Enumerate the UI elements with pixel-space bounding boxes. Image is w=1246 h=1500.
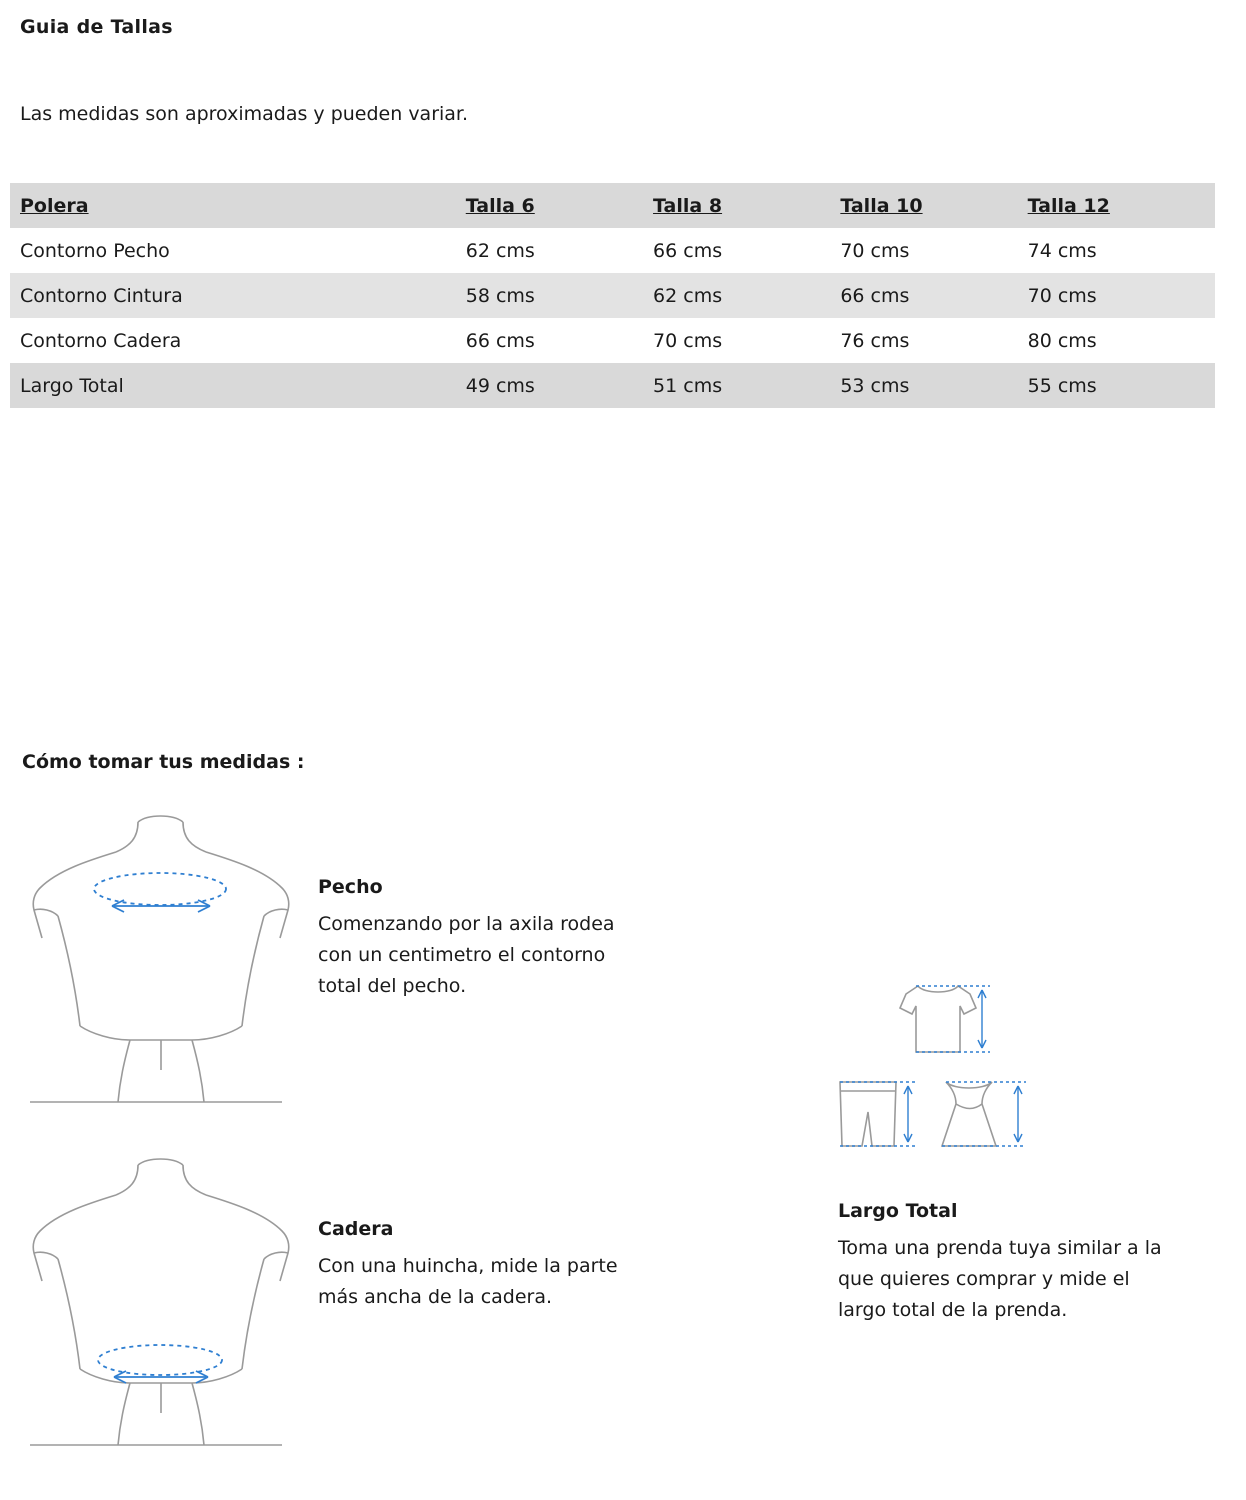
chest-instruction-block	[318, 876, 648, 1001]
column-header-garment: Polera	[10, 183, 466, 228]
row-label: Contorno Cadera	[20, 329, 182, 352]
row-value-size-6: 58 cms	[465, 284, 535, 307]
table-row	[10, 273, 1215, 318]
hip-instruction-text: Con una huincha, mide la parte más ancha de la cadera.	[318, 1255, 618, 1308]
size-table-body	[10, 228, 1215, 408]
table-row	[10, 363, 1215, 408]
size-table	[10, 183, 1215, 408]
chest-instruction-text: Comenzando por la axila rodea con un centimetro el contorno total del pecho.	[318, 913, 615, 997]
size-table-container	[10, 183, 1215, 408]
dress-length-icon	[942, 1082, 996, 1146]
row-value-size-10: 70 cms	[840, 239, 910, 262]
column-header-size-6: Talla 6	[466, 183, 653, 228]
length-instruction-title: Largo Total	[838, 1200, 958, 1222]
row-label: Contorno Cintura	[20, 284, 183, 307]
row-value-size-12: 80 cms	[1027, 329, 1097, 352]
length-instruction-text: Toma una prenda tuya similar a la que quieres comprar y mide el largo total de la prenda.	[838, 1237, 1162, 1321]
column-header-size-8: Talla 8	[653, 183, 840, 228]
row-value-size-8: 66 cms	[653, 239, 723, 262]
row-value-size-12: 70 cms	[1027, 284, 1097, 307]
row-value-size-10: 66 cms	[840, 284, 910, 307]
table-row	[10, 318, 1215, 363]
tshirt-length-icon	[900, 986, 976, 1052]
row-value-size-12: 74 cms	[1027, 239, 1097, 262]
table-row	[10, 228, 1215, 273]
row-value-size-6: 49 cms	[465, 374, 535, 397]
page-title: Guia de Tallas	[20, 16, 173, 38]
column-header-size-10: Talla 10	[840, 183, 1027, 228]
row-label: Largo Total	[20, 374, 124, 397]
size-table-head	[10, 183, 1215, 228]
length-instruction-block	[838, 1200, 1168, 1325]
torso-hip-measure-icon	[20, 1155, 290, 1455]
row-value-size-8: 62 cms	[653, 284, 723, 307]
table-header-row	[10, 183, 1215, 228]
row-value-size-6: 62 cms	[465, 239, 535, 262]
column-header-size-12: Talla 12	[1028, 183, 1215, 228]
row-value-size-12: 55 cms	[1027, 374, 1097, 397]
row-value-size-8: 51 cms	[653, 374, 723, 397]
hip-instruction-title: Cadera	[318, 1218, 394, 1240]
row-value-size-6: 66 cms	[465, 329, 535, 352]
hip-instruction-block	[318, 1218, 638, 1313]
page-subtitle: Las medidas son aproximadas y pueden variar.	[20, 103, 469, 125]
shorts-length-icon	[840, 1082, 896, 1146]
torso-chest-measure-icon	[20, 812, 290, 1112]
how-to-measure-heading: Cómo tomar tus medidas :	[22, 751, 305, 773]
chest-instruction-title: Pecho	[318, 876, 383, 898]
row-value-size-10: 76 cms	[840, 329, 910, 352]
row-value-size-10: 53 cms	[840, 374, 910, 397]
row-value-size-8: 70 cms	[653, 329, 723, 352]
garment-length-icons	[830, 970, 1060, 1180]
row-label: Contorno Pecho	[20, 239, 170, 262]
